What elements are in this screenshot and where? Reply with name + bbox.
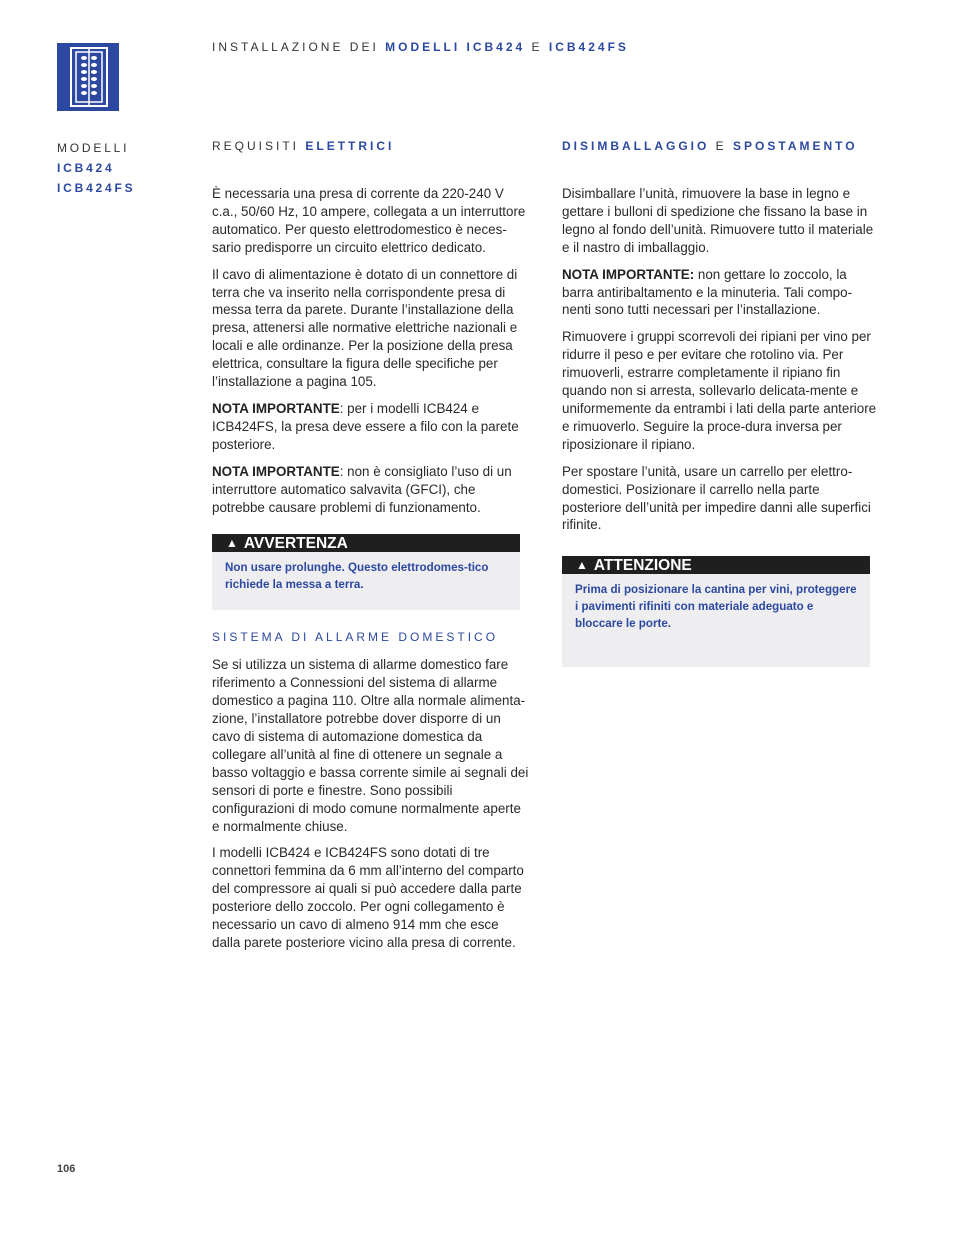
wine-cabinet-icon — [57, 43, 119, 111]
caution-bar — [562, 556, 870, 574]
caution-box — [562, 556, 870, 667]
alarm-paragraph-1: Se si utilizza un sistema di allarme domestico fare riferimento a Connessioni del sistema di allarme domestico a pagina 110. Oltre alla normale alimenta-zione, l’installatore potrebbe dover disporre di un cavo di sistema di automazione domestica da collegare all’unità al fine di ottenere un segnale a basso voltaggio e bassa corrente simile ai segnali dei sensori di porte e finestre. Sono possibili configurazioni di modo comune normalmente aperte e normalmente chiuse. — [212, 657, 529, 834]
warning-box — [212, 534, 520, 610]
electrical-heading-plain: REQUISITI — [212, 139, 300, 153]
electrical-note-2 — [212, 463, 530, 517]
sidebar-model-1: ICB424 — [57, 161, 115, 175]
warning-triangle-icon: ▲ — [576, 558, 588, 573]
unpacking-note — [562, 266, 880, 320]
warning-text: Non usare prolunghe. Questo elettrodomes-tico richiede la messa a terra. — [225, 561, 489, 592]
unpacking-paragraph-3: Per spostare l’unità, usare un carrello per elettro-domestici. Posizionare il carrello nella parte posteriore dell’unità per impedire danni alle superfici rifinite. — [562, 463, 871, 533]
note-label: NOTA IMPORTANTE — [212, 400, 340, 416]
header-conj: E — [531, 40, 543, 54]
unpacking-paragraph-2: Rimuovere i gruppi scorrevoli dei ripiani per vino per ridurre il peso e per evitare che rotolino via. Per rimuoverli, estrarre completamente il ripiano fin quando non si arresta, sollevarlo delicata-mente e uniformemente da entrambi i lati della parte anteriore e rimuoverlo. Seguire la proce-dura inversa per riposizionare il ripiano. — [562, 329, 877, 452]
header-model2: ICB424FS — [548, 40, 629, 54]
caution-text: Prima di posizionare la cantina per vini, proteggere i pavimenti rifiniti con materiale adeguato e bloccare le porte. — [575, 583, 857, 631]
warning-title: AVVERTENZA — [243, 535, 348, 553]
caution-title: ATTENZIONE — [593, 557, 692, 575]
electrical-heading-bold: ELETTRICI — [305, 139, 395, 153]
unpacking-heading-b: SPOSTAMENTO — [733, 139, 858, 153]
header-prefix: INSTALLAZIONE DEI — [212, 40, 379, 54]
page-number: 106 — [57, 1163, 76, 1175]
unpacking-paragraph-1: Disimballare l’unità, rimuovere la base in legno e gettare i bulloni di spedizione che fissano la base in legno al fondo dell’unità. Rimuovere tutto il materiale e il nastro di imballaggio. — [562, 186, 874, 255]
header-models: MODELLI ICB424 — [385, 40, 526, 54]
warning-bar — [212, 534, 520, 552]
electrical-note-1 — [212, 400, 530, 454]
sidebar-models — [57, 138, 135, 198]
note-text: non gettare lo zoccolo, la barra antiribaltamento e la minuteria. Tali compo-nenti sono tutti necessari per l’installazione. — [562, 266, 853, 318]
sidebar-label: MODELLI — [57, 141, 130, 155]
electrical-paragraph-2: Il cavo di alimentazione è dotato di un connettore di terra che va inserito nella corrispondente presa di messa terra da parete. Durante l’installazione della presa, attenersi alle normative elettriche nazionali e locali e alle ordinanze. Per la posizione della presa elettrica, consultare la figura delle specifiche per l’installazione a pagina 105. — [212, 266, 518, 390]
alarm-paragraph-2: I modelli ICB424 e ICB424FS sono dotati di tre connettori femmina da 6 mm all’interno del comparto del compressore ai quali si può accedere dalla parte posteriore dello zoccolo. Per ogni collegamento è necessario un cavo di almeno 914 mm che esce dalla parete posteriore vicino alla presa di corrente. — [212, 845, 524, 950]
electrical-paragraph-1: È necessaria una presa di corrente da 220-240 V c.a., 50/60 Hz, 10 ampere, collegata a un interruttore automatico. Per questo elettrodomestico è neces-sario predisporre un circuito elettrico dedicato. — [212, 186, 526, 255]
note-label: NOTA IMPORTANTE — [212, 463, 340, 479]
page-header — [212, 40, 629, 54]
warning-triangle-icon: ▲ — [226, 536, 238, 551]
unpacking-heading — [562, 138, 880, 154]
alarm-heading: SISTEMA DI ALLARME DOMESTICO — [212, 630, 499, 645]
column-right — [562, 138, 880, 667]
note-label: NOTA IMPORTANTE: — [562, 266, 695, 282]
electrical-heading — [212, 138, 530, 154]
note-text: : per i modelli ICB424 e ICB424FS, la presa deve essere a filo con la parete posteriore. — [212, 400, 519, 452]
sidebar-model-2: ICB424FS — [57, 181, 136, 195]
note-text: : non è consigliato l’uso di un interruttore automatico salvavita (GFCI), che potrebbe causare problemi di funzionamento. — [212, 463, 512, 515]
unpacking-heading-a: DISIMBALLAGGIO — [562, 139, 710, 153]
unpacking-heading-conj: E — [715, 139, 727, 153]
column-left — [212, 138, 530, 961]
